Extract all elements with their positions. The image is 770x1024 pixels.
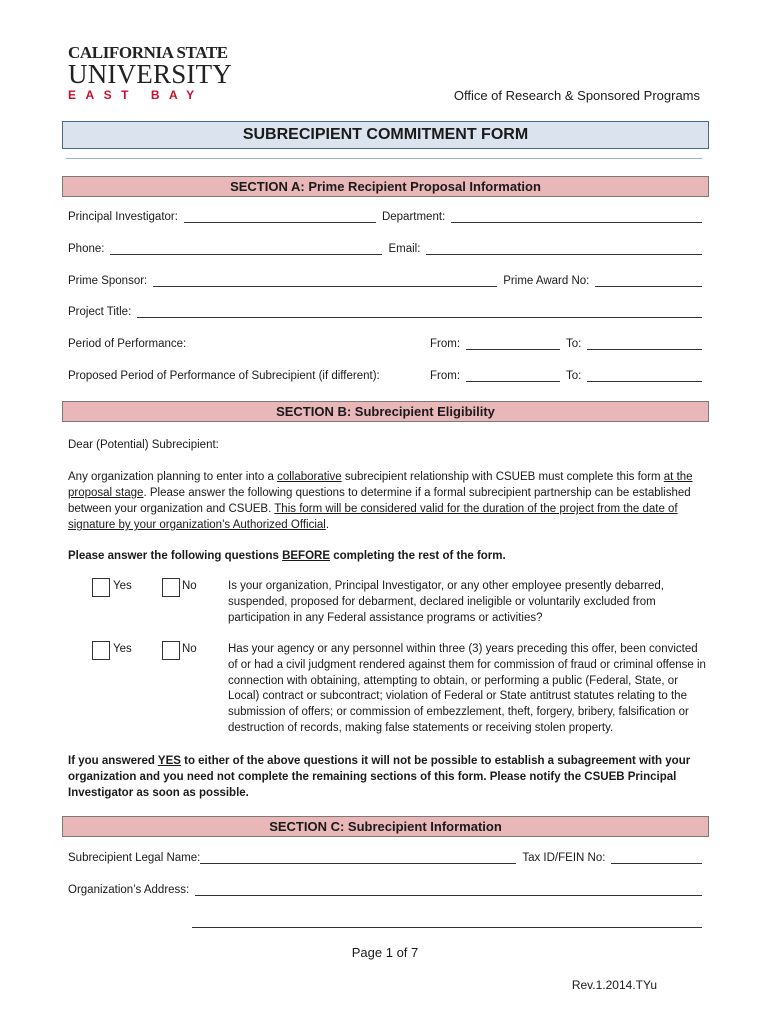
- instruction-before: BEFORE: [282, 550, 330, 562]
- address-label: Organization’s Address:: [68, 884, 190, 896]
- intro-text-4: .: [325, 519, 330, 531]
- legal-name-field[interactable]: [200, 852, 516, 864]
- q2-text: Has your agency or any personnel within three (3) years preceding this offer, been convicted of or had a civil judgment rendered against them for commission of fraud or criminal offense in connection with obtaining, attempting to obtain, or performing a public (Federal, State, or Local) contract or subcontract; violation of Federal or State antitrust statutes relating to the submission of offers; or commission of embezzlement, theft, forgery, bribery, falsification or destruction of records, making false statements or receiving stolen property.: [228, 643, 706, 734]
- project-title-label: Project Title:: [68, 306, 132, 318]
- q1-yes-checkbox[interactable]: [92, 578, 110, 597]
- legal-name-label: Subrecipient Legal Name:: [68, 852, 201, 864]
- q2-no-checkbox[interactable]: [162, 641, 180, 660]
- q1-no-label: No: [182, 580, 197, 592]
- project-title-row: [68, 306, 702, 318]
- q1-yes-label: Yes: [113, 580, 132, 592]
- address-field-line-1[interactable]: [195, 884, 702, 896]
- title-divider: [66, 158, 702, 159]
- to-label: To:: [566, 338, 582, 350]
- pi-field[interactable]: [184, 211, 376, 223]
- logo-line-1: CALIFORNIA STATE: [68, 43, 228, 62]
- note-yes: YES: [157, 755, 181, 767]
- logo-line-3: EAST BAY: [68, 88, 204, 102]
- sub-period-row: [68, 370, 702, 382]
- department-label: Department:: [381, 211, 446, 223]
- revision-label: Rev.1.2014.TYu: [571, 978, 657, 992]
- section-a-header: SECTION A: Prime Recipient Proposal Information: [62, 176, 709, 197]
- page-number: Page 1 of 7: [351, 945, 419, 960]
- yes-note: [68, 753, 708, 801]
- email-label: Email:: [388, 243, 421, 255]
- sub-period-from-field[interactable]: [466, 370, 560, 382]
- question-2: [92, 641, 712, 741]
- from-label: From:: [430, 338, 461, 350]
- instruction-text-2: completing the rest of the form.: [330, 550, 506, 562]
- q1-no-checkbox[interactable]: [162, 578, 180, 597]
- tax-id-field[interactable]: [611, 852, 702, 864]
- intro-text-1: Any organization planning to enter into a: [68, 471, 278, 483]
- office-name: Office of Research & Sponsored Programs: [453, 88, 700, 103]
- prime-sponsor-field[interactable]: [153, 275, 497, 287]
- section-b-header: SECTION B: Subrecipient Eligibility: [62, 401, 709, 422]
- note-text-2: to either of the above questions it will not be possible to establish a subagreement with your organization and you need not complete the remaining sections of this form. Please notify the CSUEB Principal Investigator as soon as possible.: [68, 755, 691, 799]
- prime-award-label: Prime Award No:: [503, 275, 590, 287]
- instruction: [68, 548, 708, 564]
- instruction-text-1: Please answer the following questions: [68, 550, 283, 562]
- pi-label: Principal Investigator:: [68, 211, 178, 223]
- prime-award-field[interactable]: [595, 275, 702, 287]
- to-label-2: To:: [566, 370, 582, 382]
- intro-paragraph: [68, 469, 708, 533]
- period-from-field[interactable]: [466, 338, 560, 350]
- intro-text-3: . Please answer the following questions to determine if a formal subrecipient partnership can be established between your organization and CSUEB.: [68, 487, 691, 515]
- intro-collaborative: collaborative: [277, 471, 342, 483]
- phone-row: [68, 243, 702, 255]
- q2-no-label: No: [182, 643, 197, 655]
- logo-line-2: UNIVERSITY: [68, 59, 232, 89]
- q1-text: Is your organization, Principal Investigator, or any other employee presently debarred, suspended, proposed for debarment, declared ineligible or voluntarily excluded from participation in any Federal assistance programs or activities?: [228, 580, 664, 624]
- university-logo: [68, 43, 232, 104]
- intro-validity: This form will be considered valid for the duration of the project from the date of signature by your organization’s Authorized Official: [68, 503, 678, 531]
- department-field[interactable]: [451, 211, 702, 223]
- address-field-line-2[interactable]: [192, 916, 702, 928]
- period-row: [68, 338, 702, 350]
- period-to-field[interactable]: [587, 338, 702, 350]
- from-label-2: From:: [430, 370, 461, 382]
- intro-at-proposal-stage: at the proposal stage: [68, 471, 693, 499]
- period-label: Period of Performance:: [68, 338, 187, 350]
- q2-yes-label: Yes: [113, 643, 132, 655]
- phone-label: Phone:: [68, 243, 105, 255]
- sponsor-row: [68, 275, 702, 287]
- q2-yes-checkbox[interactable]: [92, 641, 110, 660]
- pi-row: [68, 211, 702, 223]
- sub-period-label: Proposed Period of Performance of Subrecipient (if different):: [68, 370, 380, 382]
- address-row: [68, 884, 702, 896]
- greeting: Dear (Potential) Subrecipient:: [68, 439, 219, 451]
- project-title-field[interactable]: [137, 306, 702, 318]
- tax-id-label: Tax ID/FEIN No:: [522, 852, 606, 864]
- section-c-header: SECTION C: Subrecipient Information: [62, 816, 709, 837]
- intro-text-2: subrecipient relationship with CSUEB must complete this form: [341, 471, 664, 483]
- phone-field[interactable]: [110, 243, 382, 255]
- note-text-1: If you answered: [68, 755, 158, 767]
- form-title: SUBRECIPIENT COMMITMENT FORM: [62, 121, 709, 149]
- address-row-2: [192, 916, 702, 928]
- prime-sponsor-label: Prime Sponsor:: [68, 275, 148, 287]
- email-field[interactable]: [426, 243, 702, 255]
- legal-name-row: [68, 852, 702, 864]
- sub-period-to-field[interactable]: [587, 370, 702, 382]
